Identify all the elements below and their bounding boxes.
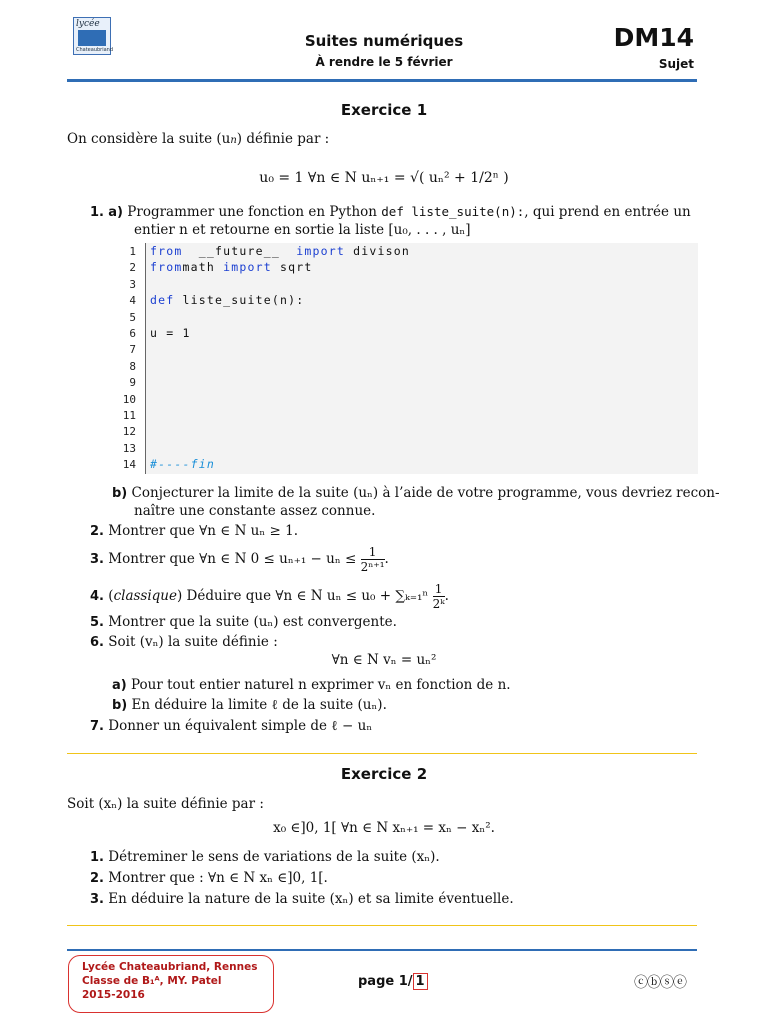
ex1-definition: u₀ = 1 ∀n ∈ N uₙ₊₁ = √( uₙ² + 1/2ⁿ ) xyxy=(259,170,509,186)
q3-fraction: $\frac{1}{\text{2ⁿ⁺¹}}$ xyxy=(360,545,385,574)
footer-rule xyxy=(67,949,697,951)
question-6: 6. Soit (vₙ) la suite définie : xyxy=(90,634,278,650)
logo-subtext: Chateaubriand xyxy=(76,47,114,53)
code-line: u = 1 xyxy=(150,326,191,340)
ex1-intro: On considère la suite (un) définie par : xyxy=(67,131,330,147)
ex2-question-3: 3. En déduire la nature de la suite (xₙ) et sa limite éventuelle. xyxy=(90,891,514,907)
code-line-number: 4 xyxy=(129,294,136,308)
due-date: À rendre le 5 février xyxy=(315,55,453,69)
exercise-2-title: Exercice 2 xyxy=(340,765,428,783)
ex2-intro: Soit (xₙ) la suite définie par : xyxy=(67,796,264,812)
code-line-number: 13 xyxy=(122,441,136,455)
question-7: 7. Donner un équivalent simple de ℓ − uₙ xyxy=(90,718,373,734)
question-6a: a) Pour tout entier naturel n exprimer vₙ en fonction de n. xyxy=(112,677,511,693)
assignment-code: DM14 xyxy=(613,23,694,52)
question-1b-line2: naître une constante assez connue. xyxy=(134,503,376,519)
code-line-number: 9 xyxy=(129,376,136,390)
question-6b: b) En déduire la limite ℓ de la suite (uₙ). xyxy=(112,697,387,713)
question-5: 5. Montrer que la suite (uₙ) est convergente. xyxy=(90,614,397,630)
code-line-number: 2 xyxy=(129,261,136,275)
header-rule xyxy=(67,79,697,82)
document-title: Suites numériques xyxy=(304,32,464,50)
q4-fraction: $\frac{1}{\text{2ᵏ}}$ xyxy=(432,582,445,611)
question-6-definition: ∀n ∈ N vₙ = uₙ² xyxy=(331,652,437,668)
footer-school: Lycée Chateaubriand, Rennes xyxy=(82,961,258,973)
ex2-definition: x₀ ∈]0, 1[ ∀n ∈ N xₙ₊₁ = xₙ − xₙ². xyxy=(273,820,495,836)
ex2-question-2: 2. Montrer que : ∀n ∈ N xₙ ∈]0, 1[. xyxy=(90,870,328,886)
code-line-number: 7 xyxy=(129,343,136,357)
assignment-kind: Sujet xyxy=(658,57,694,71)
question-2: 2. Montrer que ∀n ∈ N uₙ ≥ 1. xyxy=(90,523,298,539)
question-4: 4. (classique) Déduire que ∀n ∈ N uₙ ≤ u₀ + ∑ₖ₌₁ⁿ $\frac{1}{\text{2ᵏ}}$ . xyxy=(90,582,449,611)
code-line-number: 6 xyxy=(129,327,136,340)
section-divider xyxy=(67,753,697,754)
question-1b: b) Conjecturer la limite de la suite (uₙ) à l’aide de votre programme, vous devriez recon- xyxy=(112,485,720,501)
code-line-number: 8 xyxy=(129,359,136,373)
code-line: from __future__ import divison xyxy=(150,244,410,258)
page-total-link[interactable]: 1 xyxy=(413,973,428,990)
code-line: frommath import sqrt xyxy=(150,260,313,275)
exercise-1-title: Exercice 1 xyxy=(340,101,428,119)
question-1a-line2: entier n et retourne en sortie la liste [u₀, . . . , uₙ] xyxy=(134,222,471,238)
code-line: #----fin xyxy=(150,457,215,472)
code-line-number: 1 xyxy=(129,245,136,258)
code-listing xyxy=(145,243,698,474)
creative-commons-icon: ⓒⓑⓢⓔ xyxy=(634,975,686,991)
code-line-number: 10 xyxy=(122,392,136,406)
code-line-number: 12 xyxy=(122,425,136,439)
question-3: 3. Montrer que ∀n ∈ N 0 ≤ uₙ₊₁ − uₙ ≤ $\frac{1}{\text{2ⁿ⁺¹}}$ . xyxy=(90,545,389,574)
code-line-number: 3 xyxy=(129,277,136,291)
code-line: def liste_suite(n): xyxy=(150,293,305,308)
code-line-number: 14 xyxy=(122,458,136,472)
footer-year: 2015-2016 xyxy=(82,989,145,1001)
section-divider-bottom xyxy=(67,925,697,926)
code-line-number: 11 xyxy=(122,409,136,422)
code-line-number: 5 xyxy=(129,310,136,324)
footer-class: Classe de B₁ᴬ, MY. Patel xyxy=(82,975,222,987)
page-number: page 1/ 1 xyxy=(358,973,428,990)
ex2-question-1: 1. Détreminer le sens de variations de la suite (xₙ). xyxy=(90,849,440,865)
question-1a: 1. a) Programmer une fonction en Python def liste_suite(n):, qui prend en entrée un xyxy=(90,204,691,220)
logo-text: lycée xyxy=(76,19,100,29)
